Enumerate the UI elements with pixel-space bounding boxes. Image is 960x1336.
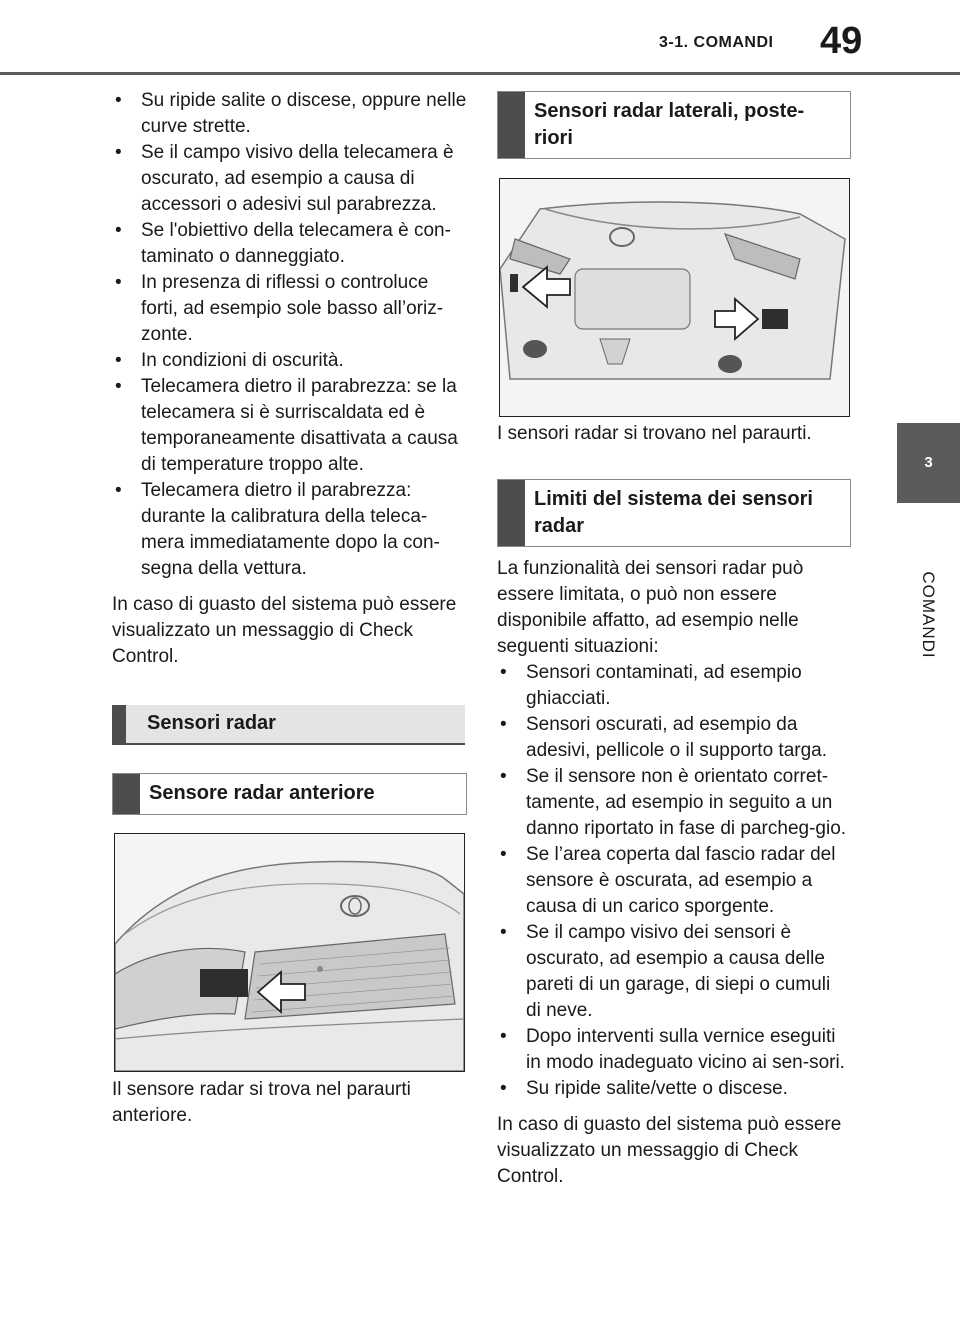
heading-text: Sensori radar laterali, poste-riori xyxy=(534,100,805,149)
heading-radar-limits xyxy=(497,479,851,547)
heading-marker xyxy=(498,92,525,158)
heading-marker xyxy=(498,480,525,546)
list-item: • In condizioni di oscurità. xyxy=(112,348,467,374)
rear-bumper-drawing xyxy=(500,179,849,416)
limits-intro: La funzionalità dei sensori radar può essere limitata, o può non essere disponibile affatto, ad esempio nelle seguenti situazioni: xyxy=(497,558,804,657)
front-radar-caption: Il sensore radar si trova nel paraurti anteriore. xyxy=(112,1079,411,1126)
header-rule xyxy=(0,72,960,75)
heading-rear-radar xyxy=(497,91,851,159)
check-control-paragraph: In caso di guasto del sistema può essere visualizzato un messaggio di Check Control. xyxy=(112,594,457,667)
heading-sensori-radar xyxy=(112,705,465,745)
camera-limits-list xyxy=(112,88,467,582)
list-item: • Dopo interventi sulla vernice eseguiti in modo inadeguato vicino ai sen-sori. xyxy=(497,1024,849,1076)
heading-text: Limiti del sistema dei sensori radar xyxy=(534,488,813,537)
list-item: • In presenza di riflessi o controluce forti, ad esempio sole basso all’oriz-zonte. xyxy=(112,270,467,348)
section-title: 3-1. COMANDI xyxy=(659,34,774,51)
heading-front-radar xyxy=(112,773,467,815)
list-item: • Sensori contaminati, ad esempio ghiacciati. xyxy=(497,660,849,712)
list-item: • Su ripide salite/vette o discese. xyxy=(497,1076,849,1102)
front-bumper-drawing xyxy=(115,834,464,1071)
list-item: • Telecamera dietro il parabrezza: se la telecamera si è surriscaldata ed è temporaneamente disattivata a causa di temperature troppo alte. xyxy=(112,374,467,478)
heading-text: Sensore radar anteriore xyxy=(149,782,375,804)
rear-radar-caption: I sensori radar si trovano nel paraurti. xyxy=(497,423,812,444)
list-item: • Se il campo visivo dei sensori è oscurato, ad esempio a causa delle pareti di un garage, di siepi o cumuli di neve. xyxy=(497,920,849,1024)
radar-limits-list xyxy=(497,660,849,1102)
list-item: • Se l’area coperta dal fascio radar del sensore è oscurata, ad esempio a causa di un carico sporgente. xyxy=(497,842,849,920)
right-column-body xyxy=(497,556,849,1190)
list-item: • Su ripide salite o discese, oppure nelle curve strette. xyxy=(112,88,467,140)
chapter-tab: 3 xyxy=(897,423,960,503)
list-item: • Telecamera dietro il parabrezza: durante la calibratura della teleca-mera immediatamente dopo la con-segna della vettura. xyxy=(112,478,467,582)
heading-marker xyxy=(113,774,140,814)
heading-marker xyxy=(112,705,126,743)
rear-radar-illustration xyxy=(499,178,850,417)
list-item: • Sensori oscurati, ad esempio da adesivi, pellicole o il supporto targa. xyxy=(497,712,849,764)
list-item: • Se l'obiettivo della telecamera è con-taminato o danneggiato. xyxy=(112,218,467,270)
front-radar-illustration xyxy=(114,833,465,1072)
page-number: 49 xyxy=(820,20,863,62)
left-column xyxy=(112,88,467,670)
chapter-tab-label: COMANDI xyxy=(919,571,938,659)
check-control-paragraph: In caso di guasto del sistema può essere visualizzato un messaggio di Check Control. xyxy=(497,1114,842,1187)
heading-text: Sensori radar xyxy=(147,712,276,734)
list-item: • Se il sensore non è orientato corret-tamente, ad esempio in seguito a un danno riportato in fase di parcheg-gio. xyxy=(497,764,849,842)
list-item: • Se il campo visivo della telecamera è oscurato, ad esempio a causa di accessori o adesivi sul parabrezza. xyxy=(112,140,467,218)
